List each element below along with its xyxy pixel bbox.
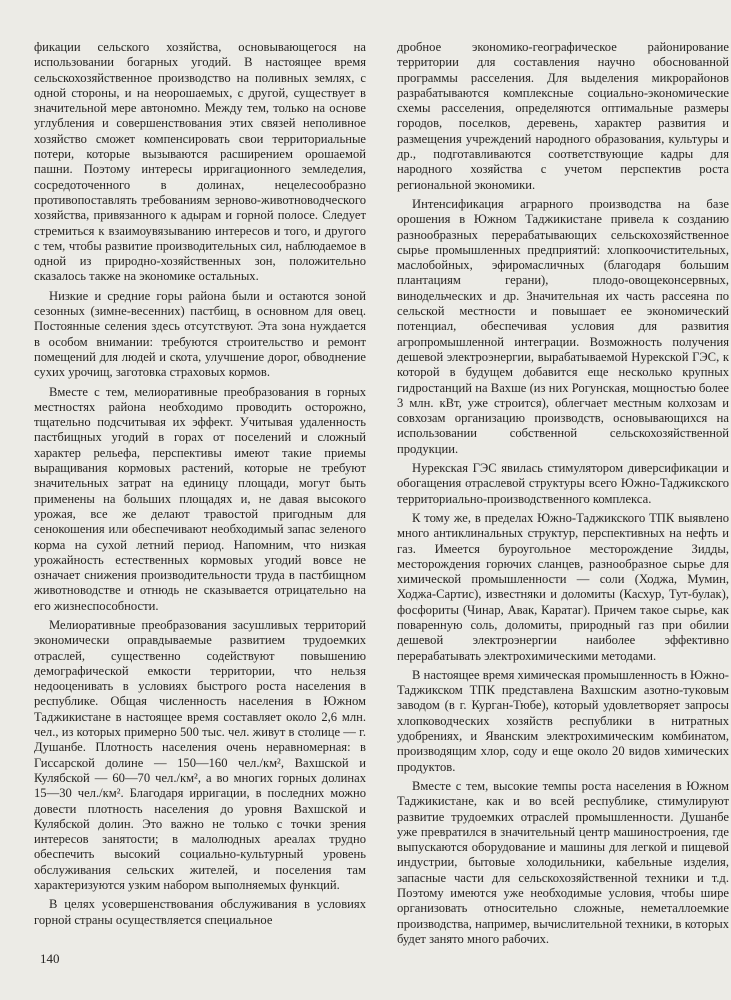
page-number: 140 — [40, 951, 60, 966]
paragraph: В целях усовершенствования обслуживания в условиях горной страны осуществляется специальное — [34, 897, 366, 927]
right-column — [397, 40, 729, 951]
paragraph: Низкие и средние горы района были и остаются зоной сезонных (зимне-весенних) пастбищ, в основном для овец. Постоянные селения здесь отсутствуют. Эта зона нуждается в особом внимании: требуются строительство и ремонт помещений для людей и скота, улучшение дорог, обводнение сухих урочищ, заготовка страховых кормов. — [34, 288, 366, 380]
paragraph: дробное экономико-географическое районирование территории для составления научно обоснованной программы расселения. Для выделения микрорайонов разрабатываются комплексные социально-экономические схемы расселения, определяются оптимальные размеры городов, поселков, деревень, характер развития и размещения учреждений народного образования, культуры и др., подготавливаются соответствующие кадры для народного хозяйства с учетом перспектив роста региональной экономики. — [397, 40, 729, 192]
left-column — [34, 40, 366, 932]
paragraph: К тому же, в пределах Южно-Таджикского ТПК выявлено много антиклинальных структур, перспективных на нефть и газ. Имеется буроугольное месторождение Зидды, месторождения горючих сланцев, разнообразное сырье для химической промышленности — соли (Ходжа, Мумин, Ходжа-Сартис), известняки и доломиты (Касхур, Тут-булак), фосфориты (Чинар, Авак, Каратаг). Причем такое сырье, как поваренную соль, доломиты, природный газ при обилии дешевой электроэнергии наиболее эффективно перерабатывать электрохимическими методами. — [397, 510, 729, 663]
paragraph: Вместе с тем, мелиоративные преобразования в горных местностях района необходимо проводить осторожно, тщательно подсчитывая их эффект. Учитывая удаленность пастбищных угодий в горах от поселений и сложный характер рельефа, перспективы имеют такие приемы выращивания кормовых растений, которые не требуют значительных затрат на единицу площади, могут быть применены на больших площадях и, не давая высокого урожая, все же делают травостой пригодным для сенокошения или обеспечивают необходимый запас зеленого корма на сухой летний период. Напомним, что низкая урожайность естественных кормовых угодий вовсе не означает снижения производительности труда в пастбищном животноводстве и отнюдь не сказывается отрицательно на его жизнеспособности. — [34, 384, 366, 613]
paragraph: Вместе с тем, высокие темпы роста населения в Южном Таджикистане, как и во всей республике, стимулируют развитие трудоемких отраслей промышленности. Душанбе уже превратился в значительный центр машиностроения, где выпускаются оборудование и машины для легкой и пищевой индустрии, бытовые холодильники, кабельные изделия, запасные части для сельскохозяйственной техники и т.д. Поэтому имеются уже необходимые условия, чтобы шире организовать относительно сложные, неметаллоемкие производства, например, вычислительной техники, в которых будет занято много рабочих. — [397, 778, 729, 946]
paragraph: Мелиоративные преобразования засушливых территорий экономически оправдываемые развитием трудоемких отраслей, существенно содействуют повышению демографической емкости территории, что нельзя недооценивать в условиях быстрого роста населения в республике. Общая численность населения в Южном Таджикистане в настоящее время составляет около 2,6 млн. чел., из которых примерно 500 тыс. чел. живут в столице — г. Душанбе. Плотность населения очень неравномерная: в Гиссарской долине — 150—160 чел./км², Вахшской и Кулябской — 60—70 чел./км², а во многих горных долинах 15—30 чел./км². Благодаря ирригации, в последних можно довести плотность населения до уровня Вахшской и Кулябской долин. Это важно не только с точки зрения интересов занятости; в малолюдных ареалах трудно обеспечить высокий социально-культурный уровень обслуживания сельских жителей, и поселения там характеризуются узким набором выполняемых функций. — [34, 617, 366, 893]
paragraph: Интенсификация аграрного производства на базе орошения в Южном Таджикистане привела к созданию разнообразных перерабатывающих сельскохозяйственное сырье промышленных предприятий: хлопкоочистительных, маслобойных, эфиромасличных (благодаря большим плантациям герани), плодо-овощеконсервных, винодельческих и др. Значительная их часть рассеяна по сельской местности и повышает ее экономический потенциал, обеспечивая условия для развития агропромышленной интеграции. Возможность получения дешевой электроэнергии, вырабатываемой Нурекской ГЭС, к которой в будущем добавится еще несколько крупных гидростанций на Вахше (из них Рогунская, мощностью более 3 млн. кВт, уже строится), облегчает местным колхозам и совхозам организацию производств, основывающихся на использовании собственной сельскохозяйственной продукции. — [397, 196, 729, 456]
paragraph: В настоящее время химическая промышленность в Южно-Таджикском ТПК представлена Вахшским азотно-туковым заводом (в г. Курган-Тюбе), который удовлетворяет запросы хлопководческих хозяйств республики в нитратных удобрениях, и Яванским электрохимическим комбинатом, производящим хлор, соду и еще около 20 видов химических продуктов. — [397, 667, 729, 774]
paragraph: фикации сельского хозяйства, основывающегося на использовании богарных угодий. В настоящее время сельскохозяйственное производство на поливных землях, с одной стороны, и на неорошаемых, с другой, существует в значительной мере автономно. Между тем, только на основе углубления и совершенствования этих связей неполивное хозяйство сможет компенсировать свои территориальные потери, которые вызываются расширением орошаемой пашни. Поэтому интересы ирригационного земледелия, сосредоточенного в долинах, нецелесообразно противопоставлять требованиям зерново-животноводческого хозяйства, привязанного к адырам и горной полосе. Следует стремиться к взаимоувязыванию интересов и того, и другого с тем, чтобы развитие производительных сил, наблюдаемое в одной из природно-хозяйственных зон, положительно сказалось также на экономике остальных. — [34, 40, 366, 284]
paragraph: Нурекская ГЭС явилась стимулятором диверсификации и обогащения отраслевой структуры всего Южно-Таджикского территориально-производственного комплекса. — [397, 461, 729, 506]
